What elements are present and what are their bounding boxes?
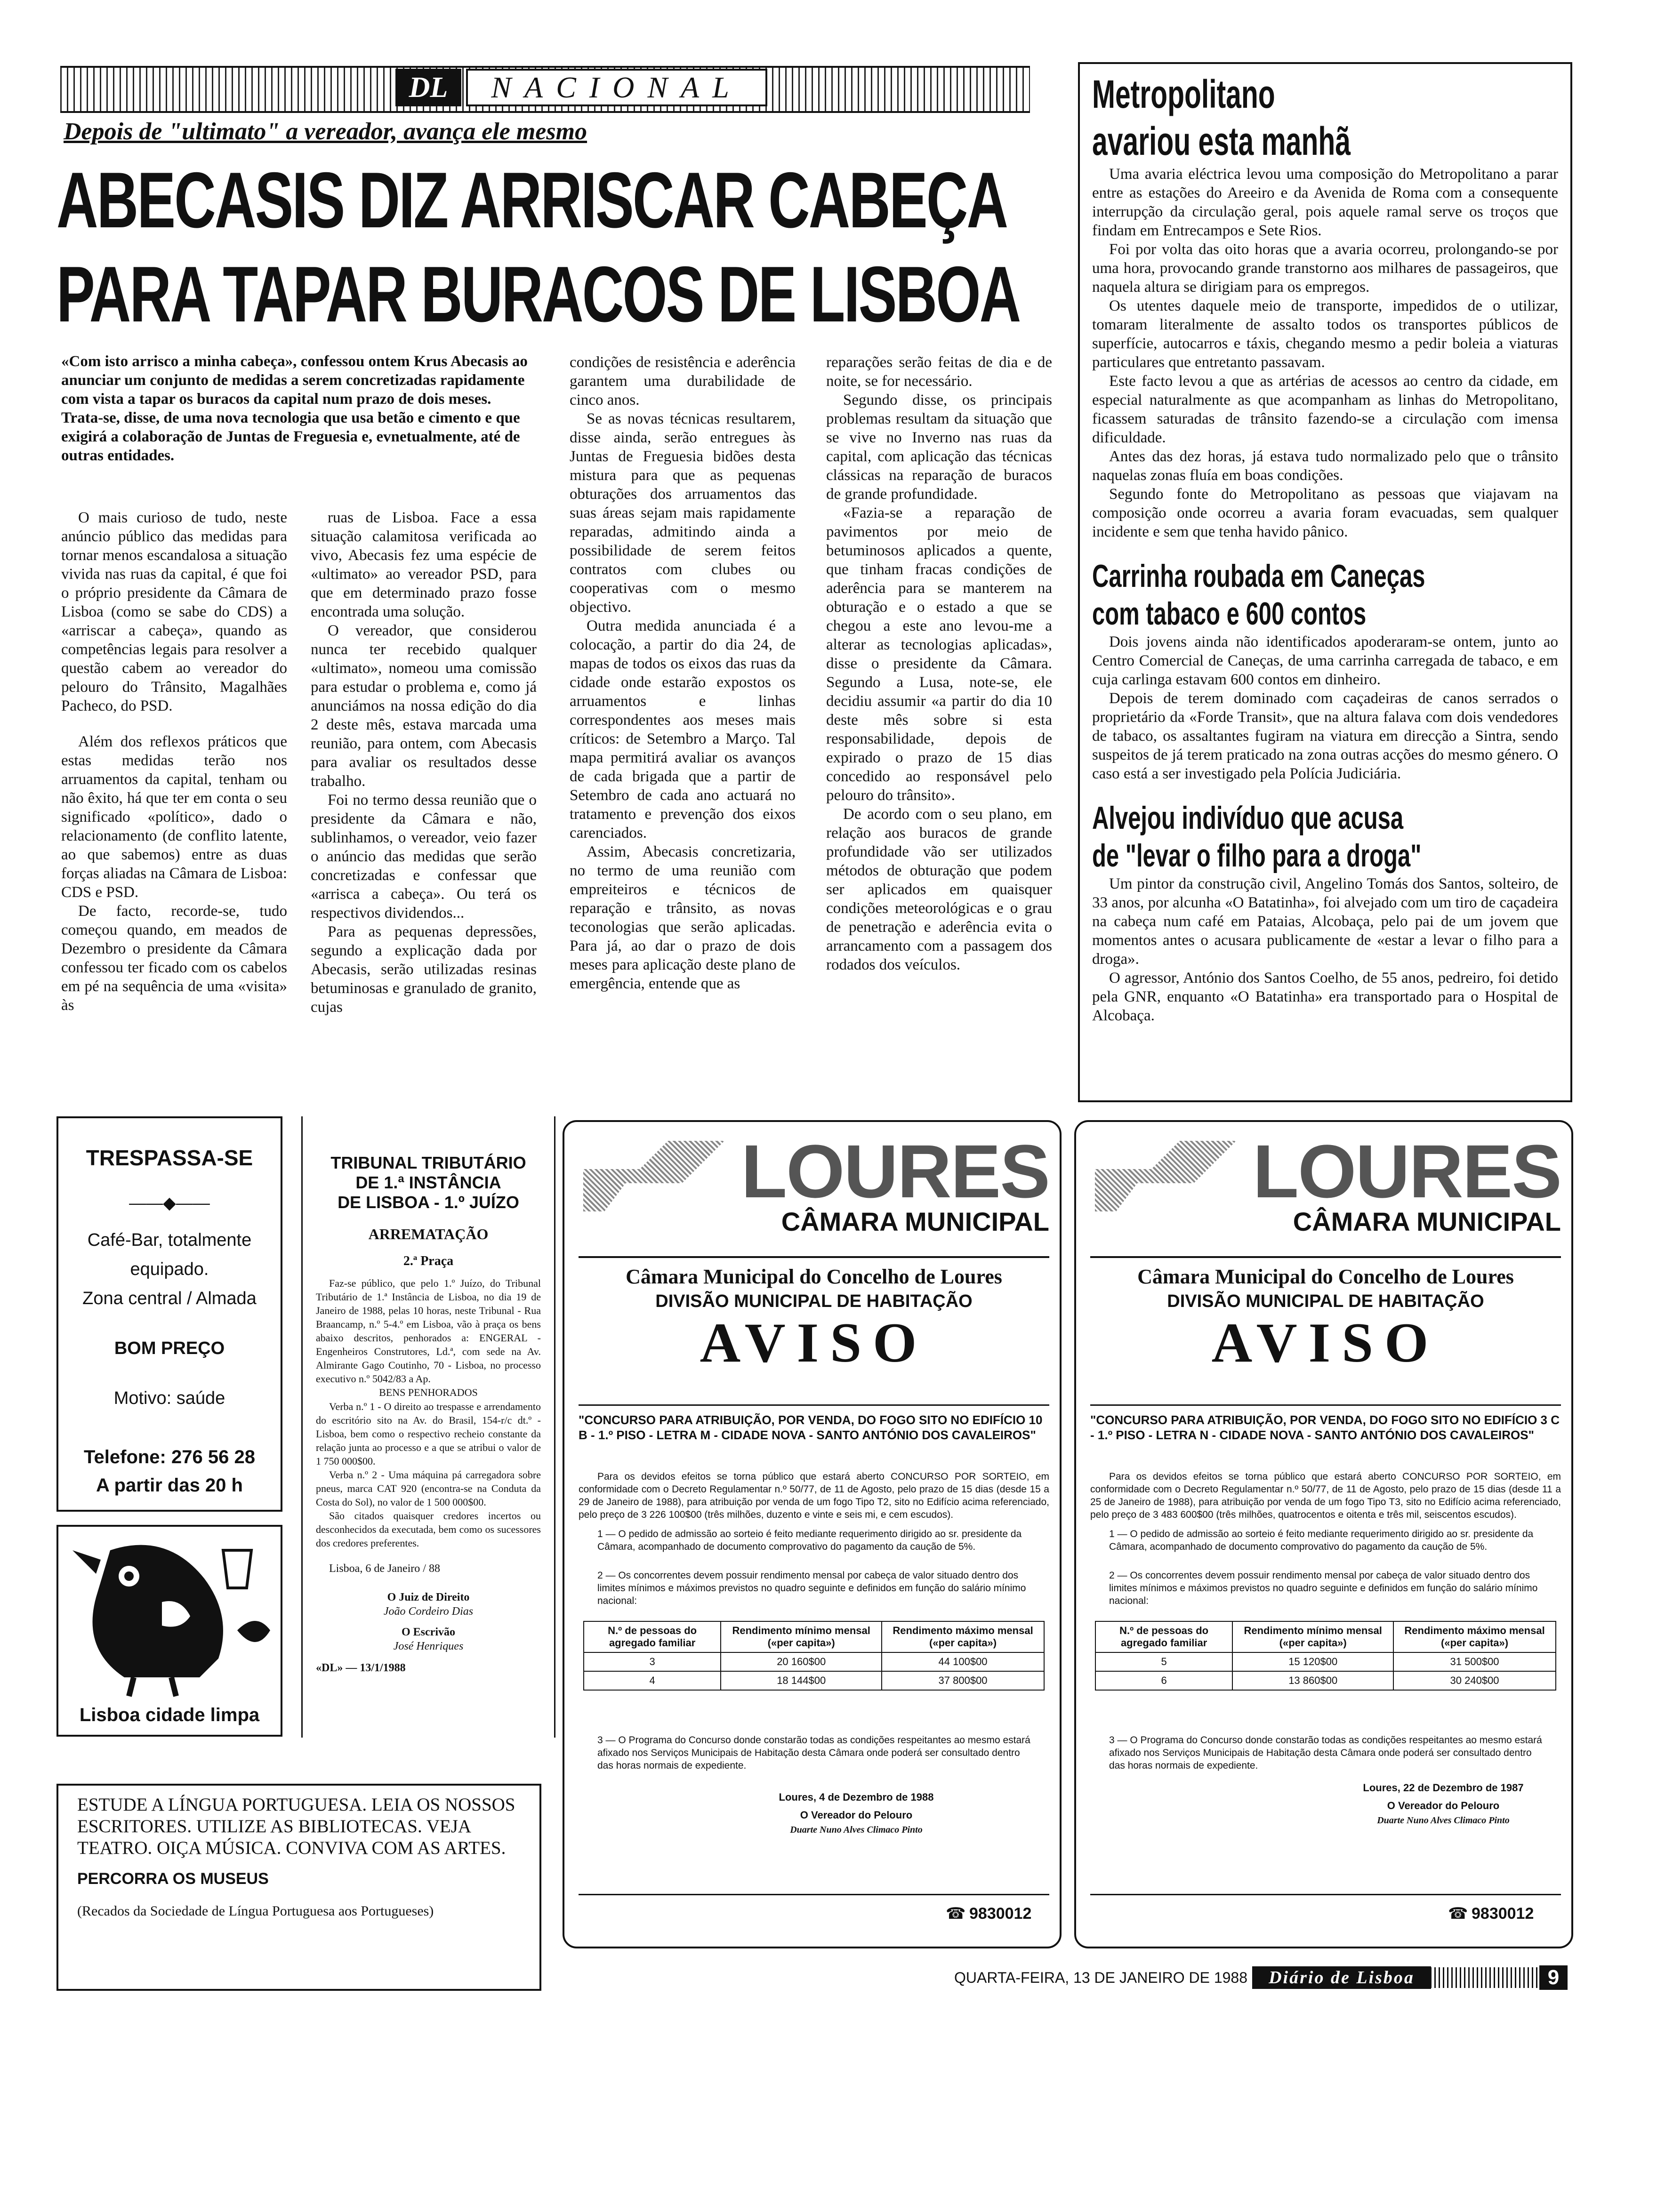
sidebar-content (1092, 71, 1558, 1025)
table-header-row (584, 1621, 1044, 1652)
tribunal-date: Lisboa, 6 de Janeiro / 88 (329, 1563, 440, 1575)
phone-icon: ☎ (1448, 1904, 1468, 1923)
estude-text: ESTUDE A LÍNGUA PORTUGUESA. LEIA OS NOSSOS ESCRITORES. UTILIZE AS BIBLIOTECAS. VEJA TEATRO. OIÇA MÚSICA. CONVIVA COM AS ARTES. (77, 1795, 515, 1858)
trespassa-line: Café-Bar, totalmente equipado. (87, 1230, 252, 1279)
loures-item: 2 — Os concorrentes devem possuir rendimento mensal por cabeça de valor situado dentro dos limites mínimos e máximos previstos no quadro seguinte e definidos em função do salário mínimo nacional: (597, 1570, 1026, 1606)
paragraph: Assim, Abecasis concretizaria, no termo de uma reunião com empreiteiros e técnicos de reparação e trânsito, as novas teconologias que serão aplicadas. Para já, ao dar o prazo de dois meses para aplicação deste plano de emergência, entende que as (570, 843, 796, 992)
loures-date: Loures, 4 de Dezembro de 1988 (779, 1791, 934, 1803)
paragraph: condições de resistência e aderência garantem uma durabilidade de cinco anos. (570, 354, 796, 409)
loures-body: Para os devidos efeitos se torna público que estará aberto CONCURSO POR SORTEIO, em conformidade com o Decreto Regulamentar n.º 50/77, de 11 de Agosto, pelo prazo de 15 dias (desde 15 a 29 de Janeiro de 1988), para atribuição por venda de um fogo Tipo T2, sito no Edifício acima referenciado, pelo preço de 3 226 100$00 (três milhões, duzento e vinte e seis mi, e cem escudos). (579, 1471, 1049, 1520)
loures-body: Para os devidos efeitos se torna público que estará aberto CONCURSO POR SORTEIO, em conformidade com o Decreto Regulamentar n.º 50/77, de 11 de Agosto, pelo prazo de 15 dias (desde 11 a 25 de Janeiro de 1988), para atribuição por venda de um fogo Tipo T3, sito no Edifício acima referenciado, pelo preço de 3 483 600$00 (três milhões, quatrocentos e oitenta e três mil, seiscentos escudos). (1090, 1471, 1561, 1520)
loures-item: 1 — O pedido de admissão ao sorteio é feito mediante requerimento dirigido ao sr. presidente da Câmara, acompanhado de documento comprovativo do pagamento da caução de 5%. (597, 1529, 1022, 1552)
paragraph: Outra medida anunciada é a colocação, a partir do dia 24, de mapas de todos os eixos das ruas da cidade onde estarão expostos os arruamentos e linhas correspondentes aos meses mais críticos: de Setembro a Março. Tal mapa permitirá avaliar os avanços de cada brigada que a partir de Setembro de cada ano actuará no tratamento e prevenção dos eixos carenciados. (570, 617, 796, 842)
tribunal-ref: «DL» — 13/1/1988 (316, 1662, 406, 1674)
paragraph: Uma avaria eléctrica levou uma composição do Metropolitano a parar entre as estações do Areeiro e da Avenida de Roma com a consequente interrupção da circulação geral, pois aquele ramal serve os troços que findam em Entrecampos e Sete Rios. (1092, 166, 1558, 239)
metro-title-2: avariou esta manhã (1092, 119, 1351, 163)
tribunal-bens: BENS PENHORADOS (379, 1387, 478, 1398)
paragraph: Foi por volta das oito horas que a avaria ocorreu, prolongando-se por uma hora, provocando grande transtorno aos milhares de passageiros, que naquela altura se dirigiam para os empregos. (1092, 241, 1558, 296)
table-row (1095, 1652, 1556, 1671)
paragraph: Os utentes daquele meio de transporte, impedidos de o utilizar, tomaram literalmente de assalto todos os transportes públicos de superfície, autocarros e táxis, chegando mesmo a pedir boleia a viaturas particulares que entretanto passavam. (1092, 297, 1558, 371)
loures-concurso: "CONCURSO PARA ATRIBUIÇÃO, POR VENDA, DO FOGO SITO NO EDIFÍCIO 3 C - 1.º PISO - LETRA N - CIDADE NOVA - SANTO ANTÓNIO DOS CAVALEIROS" (1090, 1404, 1561, 1443)
section-label: NACIONAL (466, 69, 767, 106)
loures-org: Câmara Municipal do Concelho de Loures (1090, 1256, 1561, 1289)
loures-item: 2 — Os concorrentes devem possuir rendimento mensal por cabeça de valor situado dentro dos limites mínimos e máximos previstos no quadro seguinte e definidos em função do salário mínimo nacional: (1109, 1570, 1538, 1606)
ad-trespassa (56, 1116, 282, 1512)
loures-org: Câmara Municipal do Concelho de Loures (579, 1256, 1049, 1289)
tribunal-title: TRIBUNAL TRIBUTÁRIO (330, 1153, 526, 1172)
tribunal-sign: José Henriques (393, 1640, 464, 1652)
paragraph: Antes das dez horas, já estava tudo normalizado pelo que o trânsito naquelas zonas fluía em boas condições. (1092, 448, 1558, 484)
table-cell: 4 (584, 1671, 721, 1690)
table-cell: 18 144$00 (721, 1671, 882, 1690)
paragraph: Se as novas técnicas resultarem, disse ainda, serão entregues às Juntas de Freguesia bidões desta mistura para que as pequenas obturações dos arruamentos das suas áreas sejam mais rapidamente reparadas, admitindo ainda a possibilidade de serem feitos contratos com clubes ou cooperativas com o mesmo objectivo. (570, 410, 796, 616)
loures-item: 3 — O Programa do Concurso donde constarão todas as condições respeitantes ao mesmo estará afixado nos Serviços Municipais de Habitação desta Câmara onde poderá ser consultado dentro das horas normais de expediente. (597, 1735, 1030, 1771)
paragraph: De facto, recorde-se, tudo começou quando, em meados de Dezembro o presidente da Câmara confessou ter ficado com os cabelos em pé na sequência de uma «visita» às (61, 903, 287, 1014)
tribunal-sign: O Juiz de Direito (387, 1591, 470, 1603)
paragraph: Foi no termo dessa reunião que o presidente da Câmara e não, sublinhamos, o vereador, veio fazer o anúncio das medidas que serão concretizadas e confessar que «arrisca a cabeça». Ou terá os respectivos dividendos... (311, 792, 537, 922)
table-header: Rendimento mínimo mensal («per capita») (721, 1621, 882, 1652)
table-row (584, 1652, 1044, 1671)
ad-lisboa-limpa (56, 1525, 282, 1737)
paragraph: «Fazia-se a reparação de pavimentos por meio de betuminosos aplicados a quente, que tinham fracas condições de aderência para se manterem na obturação e o estado a que se chegou a este ano levou-me a alterar as tecnologias aplicadas», disse o presidente da Câmara. Segundo a Lusa, note-se, ele decidiu assumir «a partir do dia 10 deste mês sobre si esta responsabilidade, depois de expirado o prazo de 15 dias concedido ao responsável pelo pelouro do trânsito». (826, 505, 1052, 804)
lead-col-2 (311, 508, 537, 1092)
alvejou-title-2: de "levar o filho para a droga" (1092, 838, 1422, 874)
trespassa-line: BOM PREÇO (114, 1338, 225, 1358)
table-header: N.º de pessoas do agregado familiar (1095, 1621, 1232, 1652)
headline-line-1: ABECASIS DIZ ARRISCAR CABEÇA (56, 156, 1007, 244)
loures-item: 3 — O Programa do Concurso donde constarão todas as condições respeitantes ao mesmo estará afixado nos Serviços Municipais de Habitação desta Câmara onde poderá ser consultado dentro das horas normais de expediente. (1109, 1735, 1542, 1771)
tribunal-text: São citados quaisquer credores incertos ou desconhecidos da executada, bem como os sucessores dos credores preferentes. (316, 1510, 541, 1549)
table-header: Rendimento máximo mensal («per capita») (1393, 1621, 1556, 1652)
income-table (583, 1621, 1045, 1691)
loures-sub: CÂMARA MUNICIPAL (781, 1207, 1049, 1236)
table-row (1095, 1671, 1556, 1690)
kicker: Depois de "ultimato" a vereador, avança ele mesmo (64, 118, 587, 145)
metro-title-1: Metropolitano (1092, 72, 1275, 116)
tribunal-text: Faz-se público, que pelo 1.º Juízo, do Tribunal Tributário de 1.ª Instância de Lisboa, no dia 19 de Janeiro de 1988, pelas 10 horas, neste Tribunal - Rua Braancamp, n.º 5-4.º em Lisboa, vão à praça os bens abaixo descritos, penhorados a: ENGERAL - Engenheiros Construtores, Ld.ª, com sede na Av. Almirante Gago Coutinho, 70 - Lisboa, no processo executivo n.º 5042/83 a Ap. (316, 1277, 541, 1385)
paragraph: De acordo com o seu plano, em relação aos buracos de grande profundidade vão ser utilizados métodos de obturação que podem ser aplicados em quaisquer condições meteorológicas e o grau de penetração e aderência evita o arrancamento com a passagem dos rodados dos veículos. (826, 806, 1052, 973)
trespassa-title: TRESPASSA-SE (86, 1146, 253, 1170)
carrinha-title-2: com tabaco e 600 contos (1092, 596, 1367, 632)
loures-item: 1 — O pedido de admissão ao sorteio é feito mediante requerimento dirigido ao sr. presidente da Câmara, acompanhado de documento comprovativo do pagamento da caução de 5%. (1109, 1529, 1534, 1552)
ad-loures-b (1074, 1120, 1573, 1948)
tribunal-title: DE 1.ª INSTÂNCIA (355, 1173, 501, 1192)
paragraph: Além dos reflexos práticos que estas medidas terão nos arruamentos da capital, tenham ou não êxito, há que ter em conta o seu significado «político», dado o relacionamento (de conflito latente, ao que sabemos) entre as duas forças aliadas na Câmara de Lisboa: CDS e PSD. (61, 733, 287, 901)
loures-phone-number: 9830012 (969, 1905, 1032, 1923)
lead-col-4 (826, 353, 1052, 1092)
phone-icon: ☎ (946, 1904, 966, 1923)
paragraph: O agressor, António dos Santos Coelho, de 55 anos, pedreiro, foi detido pela GNR, enquanto «O Batatinha» era transportado para o Hospital de Alcobaça. (1092, 970, 1558, 1024)
table-header: N.º de pessoas do agregado familiar (584, 1621, 721, 1652)
tribunal-sign: O Escrivão (402, 1626, 455, 1638)
section-logo: DL (395, 69, 461, 106)
trespassa-line: A partir das 20 h (96, 1475, 243, 1496)
loures-phone (579, 1894, 1049, 1895)
lead-intro: «Com isto arrisco a minha cabeça», confessou ontem Krus Abecasis ao anunciar um conjunto de medidas a serem concretizadas rapidamente com vista a tapar os buracos da capital num prazo de dois meses. Trata-se, disse, de uma nova tecnologia que usa betão e cimento e que exigirá a colaboração de Juntas de Freguesia e, evnetualmente, até de outras entidades. (61, 353, 528, 464)
table-cell: 5 (1095, 1652, 1232, 1671)
table-cell: 44 100$00 (882, 1652, 1044, 1671)
footer-masthead: Diário de Lisboa (1252, 1966, 1431, 1989)
loures-brand: LOURES (1253, 1129, 1561, 1213)
estude-museus: PERCORRA OS MUSEUS (77, 1870, 269, 1888)
loures-phone (1090, 1894, 1561, 1895)
bird-illustration-icon (58, 1531, 280, 1701)
loures-vereador: O Vereador do Pelouro (1387, 1800, 1500, 1811)
loures-name: Duarte Nuno Alves Climaco Pinto (1377, 1815, 1510, 1826)
paragraph: Segundo fonte do Metropolitano as pessoas que viajavam na composição onde ocorreu a avaria foram evacuadas, sem qualquer incidente e sem que tenha havido pânico. (1092, 486, 1558, 540)
footer-date: QUARTA-FEIRA, 13 DE JANEIRO DE 1988 (954, 1969, 1247, 1986)
loures-name: Duarte Nuno Alves Climaco Pinto (790, 1825, 923, 1835)
paragraph: Este facto levou a que as artérias de acessos ao centro da cidade, em especial naturalmente as que acompanham as linhas do Metropolitano, ficassem saturadas de trânsito fazendo-se a circulação com imensa dificuldade. (1092, 373, 1558, 446)
tribunal-praca: 2.ª Praça (403, 1254, 454, 1268)
income-table (1095, 1621, 1556, 1691)
trespassa-line: Zona central / Almada (82, 1289, 257, 1308)
table-cell: 3 (584, 1652, 721, 1671)
paragraph: Para as pequenas depressões, segundo a explicação dada por Abecasis, serão utilizadas resinas betuminosas e granulado de granito, cujas (311, 923, 537, 1016)
loures-div: DIVISÃO MUNICIPAL DE HABITAÇÃO (1167, 1291, 1484, 1311)
ad-estude (56, 1784, 541, 1991)
loures-date: Loures, 22 de Dezembro de 1987 (1363, 1782, 1524, 1794)
lisboa-caption: Lisboa cidade limpa (79, 1705, 260, 1725)
alvejou-body (1092, 874, 1558, 1025)
paragraph: Depois de terem dominado com caçadeiras de canos serrados o proprietário da «Forde Transit», que na altura falava com dois vendedores de tabaco, os assaltantes fugiram na viatura em direcção a Sintra, sendo suspeitos de já terem praticado na zona outras acções do mesmo género. O caso está a ser investigado pela Polícia Judiciária. (1092, 690, 1558, 782)
loures-phone-number: 9830012 (1472, 1905, 1534, 1923)
loures-table-wrap (1095, 1621, 1556, 1691)
alvejou-title-1: Alvejou indivíduo que acusa (1092, 800, 1404, 836)
trespassa-line: Motivo: saúde (113, 1388, 225, 1408)
loures-div: DIVISÃO MUNICIPAL DE HABITAÇÃO (655, 1291, 973, 1311)
loures-sub: CÂMARA MUNICIPAL (1293, 1207, 1561, 1236)
lead-col-1 (61, 508, 287, 1092)
metro-body (1092, 165, 1558, 541)
table-header-row (1095, 1621, 1556, 1652)
table-cell: 31 500$00 (1393, 1652, 1556, 1671)
estude-credit: (Recados da Sociedade de Língua Portuguesa aos Portugueses) (77, 1903, 434, 1919)
loures-aviso: AVISO (700, 1311, 928, 1374)
tribunal-text: Verba n.º 1 - O direito ao trespasse e arrendamento do escritório sito na Av. do Brasil, 154-r/c dt.º - Lisboa, bem como o respectivo recheio constante da relação junta ao processo e a que se atribui o valor de 1 750 000$00. (316, 1401, 541, 1467)
table-cell: 30 240$00 (1393, 1671, 1556, 1690)
paragraph: Segundo disse, os principais problemas resultam da situação que se vive no Inverno nas ruas da capital, com aplicação das técnicas clássicas na reparação de buracos de grande profundidade. (826, 392, 1052, 503)
carrinha-body (1092, 633, 1558, 783)
diamond-divider-icon: ——◆—— (129, 1193, 210, 1212)
paragraph: Dois jovens ainda não identificados apoderaram-se ontem, junto ao Centro Comercial de Caneças, de uma carrinha carregada de tabaco, e em cuja carlinga estavam 600 contos em dinheiro. (1092, 633, 1558, 688)
headline-line-2: PARA TAPAR BURACOS DE LISBOA (56, 250, 1020, 338)
tribunal-sign: João Cordeiro Dias (383, 1605, 474, 1618)
paragraph: ruas de Lisboa. Face a essa situação calamitosa verificada ao vivo, Abecasis fez uma espécie de «ultimato» ao vereador PSD, para que em determinado prazo fosse encontrada uma solução. (311, 509, 537, 620)
table-row (584, 1671, 1044, 1690)
table-cell: 20 160$00 (721, 1652, 882, 1671)
table-cell: 37 800$00 (882, 1671, 1044, 1690)
table-header: Rendimento mínimo mensal («per capita») (1232, 1621, 1393, 1652)
table-cell: 13 860$00 (1232, 1671, 1393, 1690)
page-number: 9 (1539, 1965, 1568, 1990)
paragraph: reparações serão feitas de dia e de noite, se for necessário. (826, 354, 1052, 390)
table-header: Rendimento máximo mensal («per capita») (882, 1621, 1044, 1652)
tribunal-text: Verba n.º 2 - Uma máquina pá carregadora sobre pneus, marca CAT 920 (encontra-se na Conduta da Costa do Sol), no valor de 1 500 000$00. (316, 1469, 541, 1508)
ad-loures-a (563, 1120, 1062, 1948)
loures-vereador: O Vereador do Pelouro (800, 1809, 913, 1821)
paragraph: O vereador, que considerou nunca ter recebido qualquer «ultimato», nomeou uma comissão para estudar o problema e, como já anunciámos na nossa edição do dia 2 deste mês, estava marcada uma reunião, para ontem, com Abecasis para avaliar os resultados desse trabalho. (311, 622, 537, 790)
loures-concurso: "CONCURSO PARA ATRIBUIÇÃO, POR VENDA, DO FOGO SITO NO EDIFÍCIO 10 B - 1.º PISO - LETRA M - CIDADE NOVA - SANTO ANTÓNIO DOS CAVALEIROS" (579, 1404, 1049, 1443)
tribunal-title: DE LISBOA - 1.º JUÍZO (338, 1193, 519, 1212)
table-cell: 6 (1095, 1671, 1232, 1690)
lead-col-3 (570, 353, 796, 1092)
table-cell: 15 120$00 (1232, 1652, 1393, 1671)
loures-table-wrap (583, 1621, 1045, 1691)
tribunal-subtitle: ARREMATAÇÃO (368, 1226, 489, 1242)
paragraph: Um pintor da construção civil, Angelino Tomás dos Santos, solteiro, de 33 anos, por alcunha «O Batatinha», foi alvejado com um tiro de caçadeira na cabeça num café em Pataias, Alcobaça, pelo pai de um jovem que momentos antes o acusara publicamente de «estar a levar o filho para a droga». (1092, 875, 1558, 968)
trespassa-phone: Telefone: 276 56 28 (84, 1447, 255, 1467)
loures-brand: LOURES (741, 1129, 1049, 1213)
loures-aviso: AVISO (1211, 1311, 1440, 1374)
ad-tribunal (301, 1116, 555, 1738)
paragraph: O mais curioso de tudo, neste anúncio público das medidas para tornar menos escandalosa a situação vivida nas ruas da capital, é que foi o próprio presidente da Câmara de Lisboa (como se sabe do CDS) a «arriscar a cabeça», quando as competências legais para resolver a questão cabem ao vereador do pelouro do Trânsito, Magalhães Pacheco, do PSD. (61, 509, 287, 714)
carrinha-title-1: Carrinha roubada em Caneças (1092, 558, 1425, 594)
